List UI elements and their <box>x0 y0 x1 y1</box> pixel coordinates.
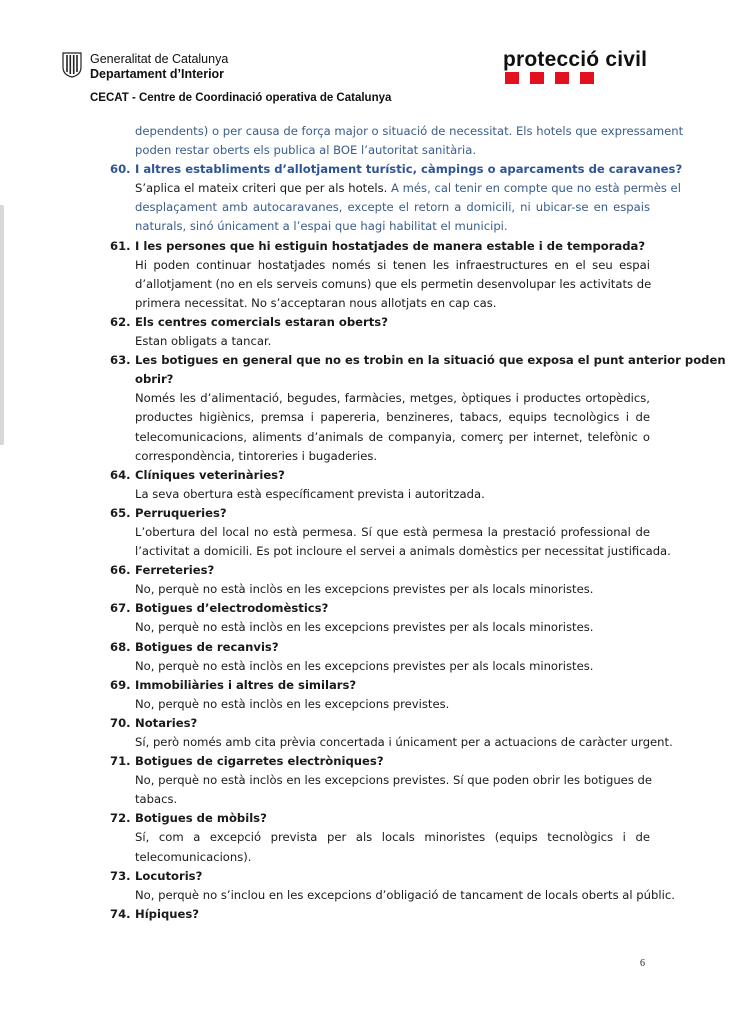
question-60 <box>110 160 683 179</box>
question-67 <box>110 599 650 618</box>
question-number: 62. <box>110 314 131 329</box>
answer-line: Hi poden continuar hostatjades només si tenen les infraestructures en el seu espai <box>135 257 650 272</box>
page-number: 6 <box>640 958 645 969</box>
logo-square <box>530 72 544 84</box>
question-text: Perruqueries? <box>135 505 227 520</box>
question-text: Notaries? <box>135 715 198 730</box>
answer-line: No, perquè no s’inclou en les excepcions d’obligació de tancament de locals oberts al públic. <box>135 887 675 902</box>
question-number: 61. <box>110 238 131 253</box>
question-text: Botigues de cigarretes electròniques? <box>135 754 384 769</box>
answer-line: No, perquè no està inclòs en les excepcions previstes per als locals minoristes. <box>135 658 594 673</box>
answer-line: No, perquè no està inclòs en les excepcions previstes per als locals minoristes. <box>135 620 594 635</box>
question-69 <box>110 676 650 695</box>
question-text: Botigues de mòbils? <box>135 811 267 826</box>
question-text: Locutoris? <box>135 868 203 883</box>
question-number: 60. <box>110 162 131 177</box>
answer-line: productes higiènics, premsa i papereria, benzineres, tabacs, equips tecnològics i de <box>135 410 650 425</box>
answer-line: telecomunicacions, aliments d’animals de companyia, comerç per internet, telefònic o <box>135 429 650 444</box>
question-66 <box>110 561 650 580</box>
question-number: 67. <box>110 601 131 616</box>
question-74 <box>110 905 650 924</box>
question-text: Els centres comercials estaran oberts? <box>135 314 388 329</box>
question-text: Hípiques? <box>135 906 199 921</box>
question-72 <box>110 809 650 828</box>
faq-content <box>110 122 726 924</box>
intro-line: poden restar oberts els publica al BOE l’autoritat sanitària. <box>135 143 477 158</box>
question-text: I altres establiments d’allotjament turístic, càmpings o aparcaments de caravanes? <box>135 162 683 177</box>
question-text: Botigues d’electrodomèstics? <box>135 601 329 616</box>
answer-line: No, perquè no està inclòs en les excepcions previstes per als locals minoristes. <box>135 582 594 597</box>
question-text: Clíniques veterinàries? <box>135 467 285 482</box>
question-text: Immobiliàries i altres de similars? <box>135 677 357 692</box>
question-70 <box>110 714 650 733</box>
question-text-continued: obrir? <box>135 372 174 387</box>
answer-line: Estan obligats a tancar. <box>135 334 272 349</box>
question-text: I les persones que hi estiguin hostatjades de manera estable i de temporada? <box>135 238 646 253</box>
intro-line: dependents) o per causa de força major o situació de necessitat. Els hotels que expressament <box>135 124 684 138</box>
question-63 <box>110 351 726 370</box>
answer-line <box>110 179 681 198</box>
generalitat-name <box>90 52 228 82</box>
question-number: 73. <box>110 868 131 883</box>
question-number: 64. <box>110 467 131 482</box>
logo-square <box>580 72 594 84</box>
answer-line: No, perquè no està inclòs en les excepcions previstes. Sí que poden obrir les botigues de <box>135 773 653 788</box>
answer-text: S’aplica el mateix criteri que per als hotels. <box>135 181 388 196</box>
document-header <box>0 0 737 110</box>
question-65 <box>110 504 650 523</box>
question-62 <box>110 313 650 332</box>
answer-line: correspondència, tintoreries i bugaderies. <box>135 448 378 463</box>
proteccio-civil-logo-text: protecció civil <box>503 48 648 71</box>
question-number: 72. <box>110 811 131 826</box>
answer-line: Sí, com a excepció prevista per als locals minoristes (equips tecnològics i de <box>135 830 650 845</box>
question-number: 74. <box>110 906 131 921</box>
question-number: 69. <box>110 677 131 692</box>
answer-line: desplaçament amb autocaravanes, excepte el retorn a domicili, ni ubicar-se en espais <box>135 200 650 215</box>
answer-line: l’activitat a domicili. Es pot incloure el servei a animals domèstics per necessitat justificada. <box>135 544 671 559</box>
answer-line: tabacs. <box>135 792 178 807</box>
answer-line: telecomunicacions). <box>135 849 252 864</box>
cecat-title: CECAT - Centre de Coordinació operativa de Catalunya <box>90 92 392 104</box>
question-number: 63. <box>110 353 131 368</box>
answer-line: No, perquè no està inclòs en les excepcions previstes. <box>135 696 450 711</box>
answer-line: d’allotjament (no en els serveis comuns) que els permetin desenvolupar les activitats de <box>135 276 652 291</box>
question-71 <box>110 752 650 771</box>
logo-square <box>505 72 519 84</box>
question-text: Les botigues en general que no es trobin en la situació que exposa el punt anterior poden <box>135 353 726 368</box>
question-68 <box>110 638 650 657</box>
answer-line: La seva obertura està específicament prevista i autoritzada. <box>135 486 485 501</box>
question-number: 68. <box>110 639 131 654</box>
answer-text-highlighted: A més, cal tenir en compte que no està permès el <box>391 181 681 196</box>
answer-line: Sí, però només amb cita prèvia concertada i únicament per a actuacions de caràcter urgent. <box>135 735 673 749</box>
question-text: Botigues de recanvis? <box>135 639 279 654</box>
question-number: 71. <box>110 754 131 769</box>
question-61 <box>110 237 650 256</box>
answer-line: Només les d’alimentació, begudes, farmàcies, metges, òptiques i productes ortopèdics, <box>135 391 650 406</box>
generalitat-line: Generalitat de Catalunya <box>90 52 229 66</box>
answer-line: L’obertura del local no està permesa. Sí que està permesa la prestació professional de <box>135 524 650 539</box>
answer-line: primera necessitat. No s’acceptaran nous allotjats en cap cas. <box>135 295 497 310</box>
answer-line: naturals, sinó únicament a l’espai que hagi habilitat el municipi. <box>135 219 508 234</box>
proteccio-civil-logo-squares <box>505 72 594 84</box>
generalitat-coat-of-arms-icon <box>62 52 82 78</box>
question-number: 65. <box>110 505 131 520</box>
page-edge-marker <box>0 205 4 445</box>
question-number: 66. <box>110 563 131 578</box>
question-number: 70. <box>110 715 131 730</box>
question-73 <box>110 867 650 886</box>
logo-square <box>555 72 569 84</box>
question-text: Ferreteries? <box>135 563 215 578</box>
department-line: Departament d’Interior <box>90 67 225 81</box>
question-64 <box>110 466 650 485</box>
